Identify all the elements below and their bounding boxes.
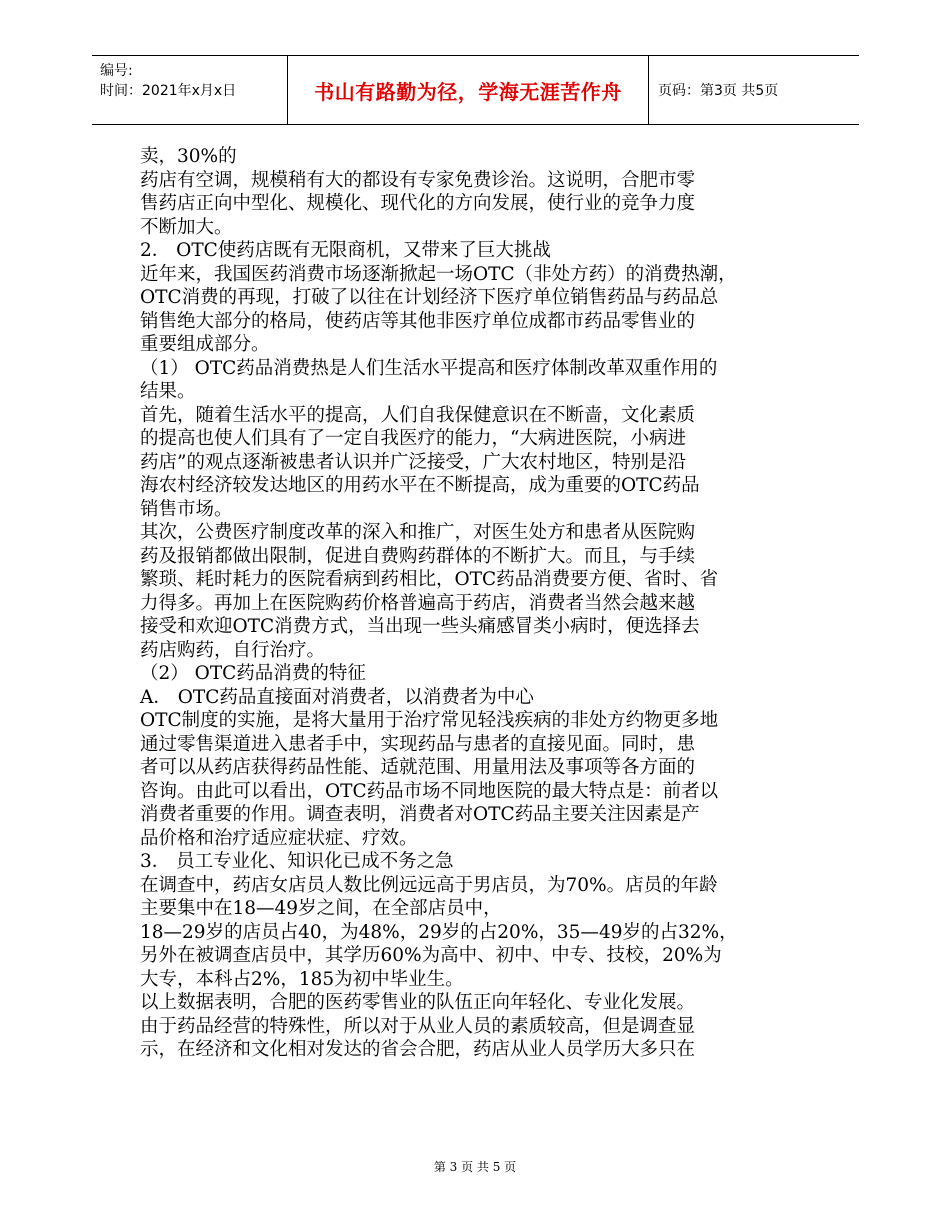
body-line: 的提高也使人们具有了一定自我医疗的能力，“大病进医院，小病进 (140, 428, 686, 449)
body-line: 力得多。再加上在医院购药价格普遍高于药店，消费者当然会越来越 (140, 592, 696, 614)
body-line: 接受和欢迎OTC消费方式，当出现一些头痛感冒类小病时，便选择去 (140, 616, 700, 637)
body-line: 示，在经济和文化相对发达的省会合肥，药店从业人员学历大多只在 (140, 1039, 696, 1060)
header-motto-cell (287, 56, 649, 124)
body-line: OTC制度的实施，是将大量用于治疗常见轻浅疾病的非处方约物更多地 (140, 710, 719, 731)
body-line: 药店有空调，规模稍有大的都设有专家免费诊治。这说明，合肥市零 (140, 169, 696, 191)
body-line: A． OTC药品直接面对消费者，以消费者为中心 (140, 686, 534, 708)
body-line: 重要组成部分。 (140, 334, 270, 355)
body-line: 通过零售渠道进入患者手中，实现药品与患者的直接见面。同时，患 (140, 733, 696, 755)
body-line: 首先，随着生活水平的提高，人们自我保健意识在不断啬，文化素质 (140, 404, 696, 426)
body-line: 海农村经济较发达地区的用药水平在不断提高，成为重要的OTC药品 (140, 475, 700, 496)
body-line: 药及报销都做出限制，促进自费购药群体的不断扩大。而且，与手续 (140, 545, 696, 567)
document-time-label: 时间：2021年x月x日 (100, 83, 237, 99)
body-line: 大专，本科占2%，185为初中毕业生。 (140, 968, 464, 990)
body-line: 药店”的观点逐渐被患者认识并广泛接受，广大农村地区，特别是沿 (140, 451, 686, 473)
header-page-info: 页码：第3页 共5页 (658, 83, 779, 99)
body-line: 主要集中在18—49岁之间，在全部店员中， (140, 898, 502, 919)
body-line: 另外在被调查店员中，其学历60%为高中、初中、中专、技校，20%为 (140, 945, 722, 966)
body-line: 销售绝大部分的格局，使药店等其他非医疗单位成都市药品零售业的 (140, 310, 696, 332)
body-line: 以上数据表明，合肥的医药零售业的队伍正向年轻化、专业化发展。 (140, 992, 696, 1013)
body-line: （2） OTC药品消费的特征 (140, 663, 366, 684)
body-line: 品价格和治疗适应症状症、疗效。 (140, 827, 418, 849)
page-header (92, 55, 859, 125)
body-line: 销售市场。 (140, 498, 233, 520)
body-line: 结果。 (140, 381, 196, 402)
page-footer: 第 3 页 共 5 页 (433, 1160, 517, 1174)
body-line: 18—29岁的店员占40，为48%，29岁的占20%，35—49岁的占32%， (140, 921, 738, 943)
header-motto: 书山有路勤为径，学海无涯苦作舟 (314, 79, 622, 104)
body-line: 者可以从药店获得药品性能、适就范围、用量用法及事项等各方面的 (140, 757, 696, 778)
document-number-label: 编号: (100, 63, 133, 79)
header-meta (100, 61, 236, 101)
body-line: 消费者重要的作用。调查表明，消费者对OTC药品主要关注因素是产 (140, 804, 700, 825)
body-line: 在调查中，药店女店员人数比例远远高于男店员，为70%。店员的年龄 (140, 874, 718, 896)
body-line: 由于药品经营的特殊性，所以对于从业人员的素质较高，但是调查显 (140, 1015, 696, 1037)
body-line: （1） OTC药品消费热是人们生活水平提高和医疗体制改革双重作用的 (140, 357, 718, 379)
body-line: OTC消费的再现，打破了以往在计划经济下医疗单位销售药品与药品总 (140, 287, 719, 308)
body-line: 售药店正向中型化、规模化、现代化的方向发展，使行业的竞争力度 (140, 193, 696, 214)
document-body (140, 145, 820, 1062)
body-line: 不断加大。 (140, 216, 233, 238)
body-line: 繁琐、耗时耗力的医院看病到药相比，OTC药品消费要方便、省时、省 (140, 569, 719, 590)
body-line: 卖，30%的 (140, 146, 237, 167)
body-line: 近年来，我国医药消费市场逐渐掀起一场OTC（非处方药）的消费热潮， (140, 263, 737, 285)
body-line: 咨询。由此可以看出，OTC药品市场不同地医院的最大特点是：前者以 (140, 780, 719, 802)
body-line: 3． 员工专业化、知识化已成不务之急 (140, 851, 454, 872)
body-line: 药店购药，自行治疗。 (140, 639, 326, 661)
body-line: 2． OTC使药店既有无限商机，又带来了巨大挑战 (140, 240, 551, 261)
body-line: 其次，公费医疗制度改革的深入和推广，对医生处方和患者从医院购 (140, 522, 696, 543)
